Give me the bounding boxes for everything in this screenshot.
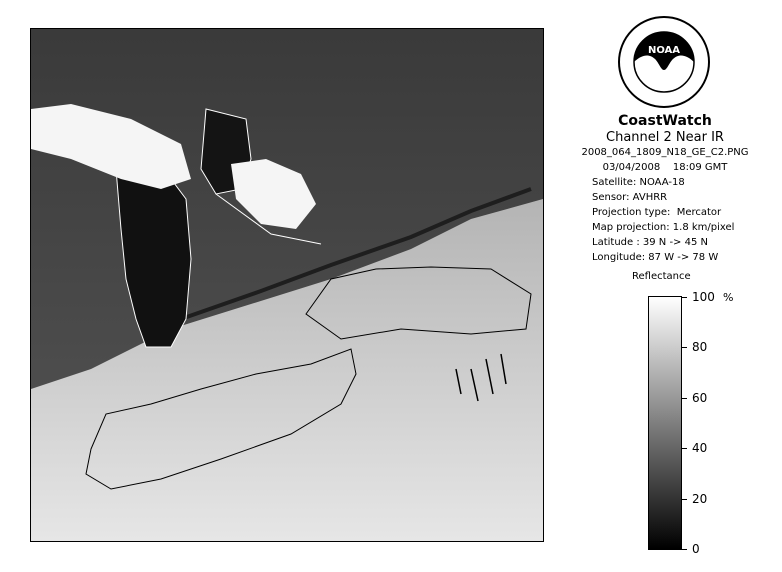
projection-type: Projection type: Mercator — [592, 207, 722, 218]
colorbar-tick-label: 0 — [692, 542, 700, 556]
colorbar — [648, 296, 682, 550]
satellite-image — [31, 29, 543, 541]
colorbar-tick — [681, 549, 687, 550]
colorbar-tick-label: 60 — [692, 391, 708, 405]
colorbar-tick — [681, 297, 687, 298]
satellite: Satellite: NOAA-18 — [592, 177, 685, 188]
filename: 2008_064_1809_N18_GE_C2.PNG — [581, 147, 749, 158]
datetime: 03/04/2008 18:09 GMT — [602, 162, 728, 173]
info-panel — [560, 113, 770, 265]
colorbar-tick — [681, 448, 687, 449]
noaa-seal-text: NOAA — [647, 45, 681, 56]
colorbar-tick-label: 80 — [692, 340, 708, 354]
sensor: Sensor: AVHRR — [592, 192, 668, 203]
noaa-logo — [617, 15, 711, 109]
colorbar-tick-label: 20 — [692, 492, 708, 506]
product-title: Channel 2 Near IR — [606, 130, 724, 145]
satellite-map[interactable] — [30, 28, 544, 542]
longitude: Longitude: 87 W -> 78 W — [592, 252, 719, 263]
map-projection: Map projection: 1.8 km/pixel — [592, 222, 735, 233]
brand-title: CoastWatch — [618, 113, 712, 129]
latitude: Latitude : 39 N -> 45 N — [592, 237, 708, 248]
colorbar-title: Reflectance — [632, 271, 691, 282]
colorbar-tick — [681, 398, 687, 399]
colorbar-tick-label: 100 — [692, 290, 715, 304]
colorbar-tick — [681, 347, 687, 348]
colorbar-unit: % — [723, 291, 734, 304]
colorbar-tick-label: 40 — [692, 441, 708, 455]
colorbar-tick — [681, 499, 687, 500]
noaa-seal-icon — [617, 15, 711, 109]
